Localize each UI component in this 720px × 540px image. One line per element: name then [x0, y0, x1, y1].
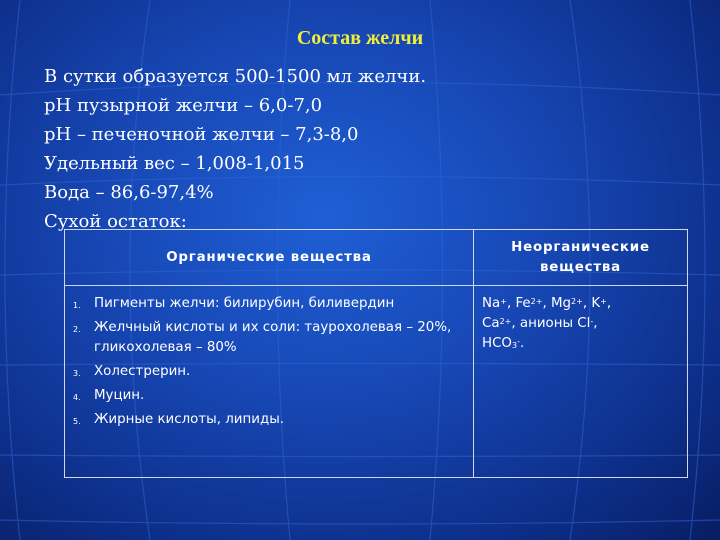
list-item: Желчный кислоты и их соли: таурохолевая – 20%, гликохолевая – 80% [94, 320, 452, 355]
fact-water: Вода – 86,6-97,4% [44, 182, 214, 203]
fact-ph-hepatic: pH – печеночной желчи – 7,3-8,0 [44, 124, 359, 145]
list-item: Пигменты желчи: билирубин, биливердин [94, 296, 395, 311]
anions-label: , анионы Cl [511, 316, 591, 331]
ion-ca-charge: 2+ [499, 317, 512, 326]
fact-ph-gallbladder: pH пузырной желчи – 6,0-7,0 [44, 95, 323, 116]
fact-dry-residue: Сухой остаток: [44, 211, 187, 232]
header-inorganic: Неорганические вещества [474, 230, 688, 286]
inorganic-cell [474, 286, 688, 478]
ion-mg-charge: 2+ [571, 297, 583, 306]
organic-list [73, 294, 465, 430]
ion-hco: HCO [482, 336, 512, 351]
table-header-row [65, 230, 688, 286]
ion-ca: Ca [482, 316, 500, 331]
ion-cl-charge: - [590, 317, 594, 326]
organic-cell [65, 286, 474, 478]
ion-fe-charge: 2+ [530, 297, 543, 306]
ion-mg: Mg [550, 296, 572, 311]
ion-na-charge: + [500, 297, 507, 306]
ion-hco-subscript: 3 [511, 341, 518, 350]
list-item: Муцин. [94, 388, 145, 403]
ion-hco-charge: - [517, 337, 520, 346]
fact-specific-gravity: Удельный вес – 1,008-1,015 [44, 153, 305, 174]
list-item: Холестрерин. [94, 364, 191, 379]
ion-na: Na [482, 296, 501, 311]
header-organic: Органические вещества [65, 230, 474, 286]
ion-fe: Fe [515, 296, 531, 311]
slide-title: Состав желчи [296, 27, 424, 49]
ion-k: K [591, 296, 601, 311]
table-row [65, 286, 688, 478]
fact-daily-volume: В сутки образуется 500-1500 мл желчи. [44, 66, 427, 87]
composition-table [64, 229, 688, 478]
ion-k-charge: + [600, 297, 607, 306]
ion-list-end: . [519, 336, 525, 351]
list-item: Жирные кислоты, липиды. [94, 412, 285, 427]
facts-list [44, 62, 426, 236]
inorganic-ions: Na+, $Fe^{2+}$, $Mg^{2+}$, K+, $Ca^{2+}$, анионы Cl-, $HCO_3^-$. [482, 296, 612, 351]
